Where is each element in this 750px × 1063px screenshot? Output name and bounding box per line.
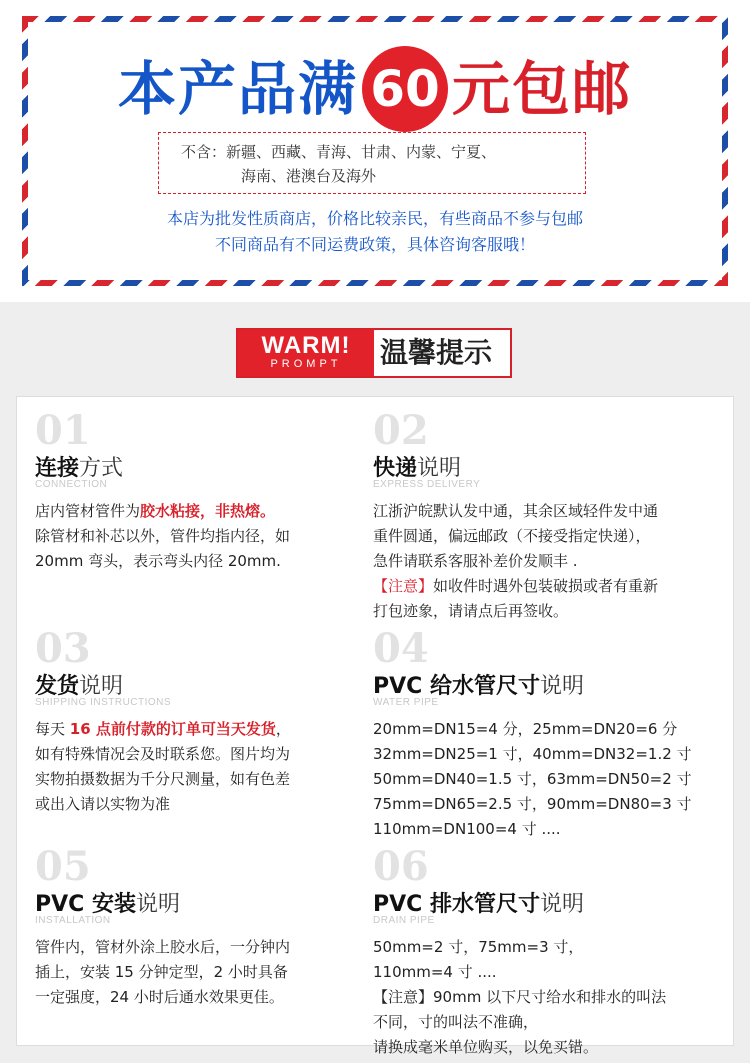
body-line: 打包迹象，请请点后再签收。: [373, 602, 569, 620]
section-express-delivery: [373, 407, 723, 621]
section-body: [35, 499, 383, 574]
section-number: 02: [373, 407, 429, 454]
section-body: [35, 717, 383, 817]
warm-prompt-logo: [238, 330, 374, 376]
body-line: 110mm=4 寸 ....: [373, 963, 497, 981]
section-title: [373, 669, 584, 700]
body-line: 急件请联系客服补差价发顺丰 .: [373, 552, 578, 570]
section-subtitle-en: DRAIN PIPE: [373, 915, 435, 926]
section-subtitle-en: WATER PIPE: [373, 697, 439, 708]
warm-prompt-badge: [236, 328, 512, 378]
section-shipping: [35, 625, 383, 819]
section-title: [35, 451, 123, 482]
section-title: [373, 887, 584, 918]
section-number: 03: [35, 625, 91, 672]
section-body: [35, 935, 383, 1010]
body-line: 50mm=DN40=1.5 寸，63mm=DN50=2 寸: [373, 770, 692, 788]
section-subtitle-en: INSTALLATION: [35, 915, 111, 926]
title-light: 说明: [135, 892, 180, 917]
section-subtitle-en: EXPRESS DELIVERY: [373, 479, 481, 490]
free-shipping-banner: [0, 0, 750, 302]
title-strong: 连接: [35, 456, 80, 481]
body-line: 插上，安装 15 分钟定型，2 小时具备: [35, 963, 288, 981]
section-drain-pipe: [373, 843, 723, 1056]
warm-prompt-title: 温馨提示: [380, 336, 493, 369]
section-connection: [35, 407, 383, 591]
section-number: 06: [373, 843, 429, 890]
body-text: 如收件时遇外包装破损或者有重新: [433, 577, 659, 595]
body-text: 每天: [35, 720, 66, 738]
title-strong: PVC 排水管尺寸: [373, 892, 540, 917]
body-text: 店内管材管件为: [35, 502, 141, 520]
section-subtitle-en: SHIPPING INSTRUCTIONS: [35, 697, 172, 708]
title-strong: 发货: [35, 674, 80, 699]
body-line: 20mm 弯头，表示弯头内径 20mm.: [35, 552, 281, 570]
body-line: 江浙沪皖默认发中通，其余区域轻件发中通: [373, 502, 659, 520]
title-strong: PVC 给水管尺寸: [373, 674, 540, 699]
highlight-text: 16 点前付款的订单可当天发货: [69, 720, 276, 738]
body-line: 75mm=DN65=2.5 寸，90mm=DN80=3 寸: [373, 795, 692, 813]
section-subtitle-en: CONNECTION: [35, 479, 108, 490]
free-shipping-headline: [0, 40, 750, 130]
section-number: 04: [373, 625, 429, 672]
body-line: 32mm=DN25=1 寸，40mm=DN32=1.2 寸: [373, 745, 692, 763]
tips-card: [16, 396, 734, 1056]
body-line: [35, 499, 383, 524]
wholesale-note: 本店为批发性质商店，价格比较亲民，有些商品不参与包邮: [166, 209, 583, 228]
body-line: 实物拍摄数据为千分尺测量，如有色差: [35, 770, 291, 788]
section-title: [35, 887, 180, 918]
body-line: 除管材和补芯以外，管件均指内径，如: [35, 527, 291, 545]
body-line: 重件圆通，偏远邮政（不接受指定快递），: [373, 527, 651, 545]
shipping-policy-note: 不同商品有不同运费政策，具体咨询客服哦！: [214, 235, 535, 254]
body-line: [373, 574, 723, 599]
body-line: 110mm=DN100=4 寸 ....: [373, 820, 561, 838]
section-water-pipe: [373, 625, 723, 849]
body-line: 50mm=2 寸，75mm=3 寸，: [373, 938, 584, 956]
title-light: 说明: [79, 674, 124, 699]
body-line: [35, 717, 383, 742]
excluded-regions-line1: 不含：新疆、西藏、青海、甘肃、内蒙、宁夏、: [181, 143, 497, 161]
section-installation: [35, 843, 383, 1027]
body-line: 如有特殊情况会及时联系您。图片均为: [35, 745, 291, 763]
title-light: 说明: [539, 892, 584, 917]
section-title: [35, 669, 123, 700]
highlight-text: 胶水粘接，非热熔。: [140, 502, 276, 520]
headline-left-text: 本产品满: [117, 54, 358, 123]
section-body: [373, 499, 723, 624]
title-light: 说明: [539, 674, 584, 699]
excluded-regions-box: [158, 132, 586, 194]
section-number: 05: [35, 843, 91, 890]
warm-label: WARM!: [261, 332, 351, 359]
section-number: 01: [35, 407, 91, 454]
body-line: 【注意】90mm 以下尺寸给水和排水的叫法: [373, 988, 667, 1006]
body-line: 请换成毫米单位购买，以免买错。: [373, 1038, 599, 1056]
headline-right-text: 元包邮: [452, 54, 633, 123]
section-body: [373, 935, 723, 1060]
title-strong: PVC 安装: [35, 892, 136, 917]
body-line: 20mm=DN15=4 分，25mm=DN20=6 分: [373, 720, 678, 738]
body-line: 不同，寸的叫法不准确，: [373, 1013, 539, 1031]
section-title: [373, 451, 461, 482]
body-text: ，: [275, 720, 291, 738]
body-line: 管件内，管材外涂上胶水后，一分钟内: [35, 938, 291, 956]
body-line: 一定强度，24 小时后通水效果更佳。: [35, 988, 284, 1006]
body-line: 或出入请以实物为准: [35, 795, 171, 813]
title-strong: 快递: [373, 456, 418, 481]
threshold-amount-badge: 60: [362, 46, 448, 132]
prompt-label: PROMPT: [270, 358, 342, 370]
excluded-regions-line2: 海南、港澳台及海外: [241, 167, 377, 185]
notice-tag: 【注意】: [373, 577, 434, 595]
section-body: [373, 717, 723, 842]
title-light: 方式: [79, 456, 124, 481]
title-light: 说明: [417, 456, 462, 481]
